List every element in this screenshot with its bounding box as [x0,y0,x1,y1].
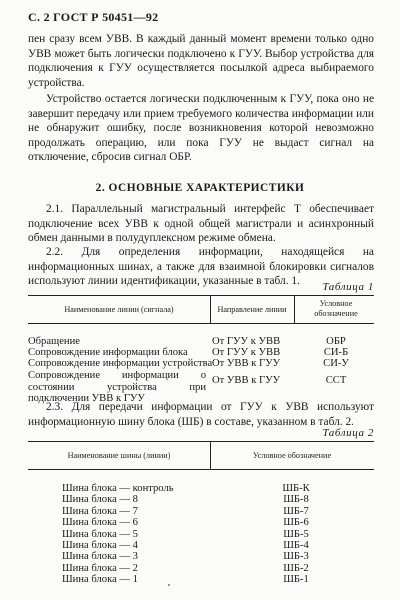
table-1-row-2-designation: СИ-Б [323,347,349,358]
table-2-row-designation: ШБ-К [282,483,310,494]
paragraph-2-2: 2.2. Для определения информации, находящейся на информационных шинах, а также для взаимной блокировки сигналов используют линии идентификации, указанные в табл. 1. [28,246,374,288]
table-2-header-designation: Условное обозначение [252,451,332,460]
table-1-col-divider-2 [294,295,295,323]
paragraph-2-1: 2.1. Параллельный магистральный интерфейс Т обеспечивает подключение всех УВВ к одной общей магистрали и асинхронный обмен данными в полудуплексном режиме обмена. [28,203,374,245]
table-2-row-name: Шина блока — 7 [62,505,138,517]
table-2-row-name: Шина блока — 5 [62,528,138,540]
table-2-row-name: Шина блока — контроль [62,483,174,494]
table-2-row-name: Шина блока — 2 [62,562,138,574]
paragraph-continuation: пен сразу всем УВВ. В каждый данный момент времени только одно УВВ может быть логически подключено к ГУУ. Выбор устройства для подключения к ГУУ осуществляется посылкой адреса выбираемого устройства. [28,33,374,89]
table-2-row-designation: ШБ-3 [283,551,309,563]
table-2-row-designation: ШБ-4 [283,539,309,551]
table-2-row-designation: ШБ-1 [283,574,309,586]
table-2-designation-column [256,483,336,586]
table-1-row-2-name: Сопровождение информации блока [28,347,188,358]
table-2-row-designation: ШБ-8 [283,494,309,506]
table-2-row-name: Шина блока — 1 [62,574,138,586]
table-1-header-rule [28,323,374,324]
table-1-row-2-direction: От ГУУ к УВВ [212,347,281,358]
table-1-header-direction: Направление линии [217,305,287,314]
table-1-header-name: Наименование линии (сигнала) [64,305,174,314]
table-1-top-rule [28,295,374,296]
table-1-row-1-designation: ОБР [326,336,346,347]
table-2-row-name: Шина блока — 3 [62,551,138,563]
table-2-row-designation: ШБ-7 [283,505,309,517]
table-1-row-4-direction: От УВВ к ГУУ [212,375,281,386]
table-2-row-name: Шина блока — 4 [62,539,138,551]
table-1-row-1-direction: От ГУУ к УВВ [212,336,281,347]
table-1-row-4-designation: ССТ [325,375,347,386]
table-2-header-rule [28,469,374,470]
print-speck [168,584,170,586]
table-1-caption: Таблица 1 [322,281,374,293]
table-1-row-3-name: Сопровождение информации устройства [28,358,213,369]
paragraph-2-3: 2.3. Для передачи информации от ГУУ к УВВ используют информационную шину блока (ШБ) в составе, указанном в табл. 2. [28,401,374,428]
paragraph-device-connected: Устройство остается логически подключенным к ГУУ, пока оно не завершит передачу или прием требуемого количества информации или не обнаружит ошибку, после возникновения которой невозможно продолжать операцию, или пока ГУУ не выдаст сигнал на отключение, сбросив сигнал ОБР. [28,93,374,164]
table-1-header-designation: Условное обозначение [314,299,358,318]
page-header: С. 2 ГОСТ Р 50451—92 [28,10,159,24]
table-2-caption: Таблица 2 [322,427,374,439]
table-2-row-designation: ШБ-2 [283,562,309,574]
table-1-row-3-designation: СИ-У [323,358,349,369]
table-2-row-name: Шина блока — 6 [62,517,138,529]
table-2-row-designation: ШБ-5 [283,528,309,540]
table-2-header-name: Наименование шины (линии) [67,451,171,460]
section-title: 2. ОСНОВНЫЕ ХАРАКТЕРИСТИКИ [95,182,305,194]
table-1-row-3-direction: От УВВ к ГУУ [212,358,281,369]
table-1-row-1-name: Обращение [28,336,80,347]
table-2-row-name: Шина блока — 8 [62,494,138,506]
table-2-name-column [62,483,174,586]
table-2-top-rule [28,441,374,442]
table-1-row-4-name: Сопровождение информации о состоянии устройства при подключении УВВ к ГУУ [28,370,206,405]
table-2-row-designation: ШБ-6 [283,517,309,529]
